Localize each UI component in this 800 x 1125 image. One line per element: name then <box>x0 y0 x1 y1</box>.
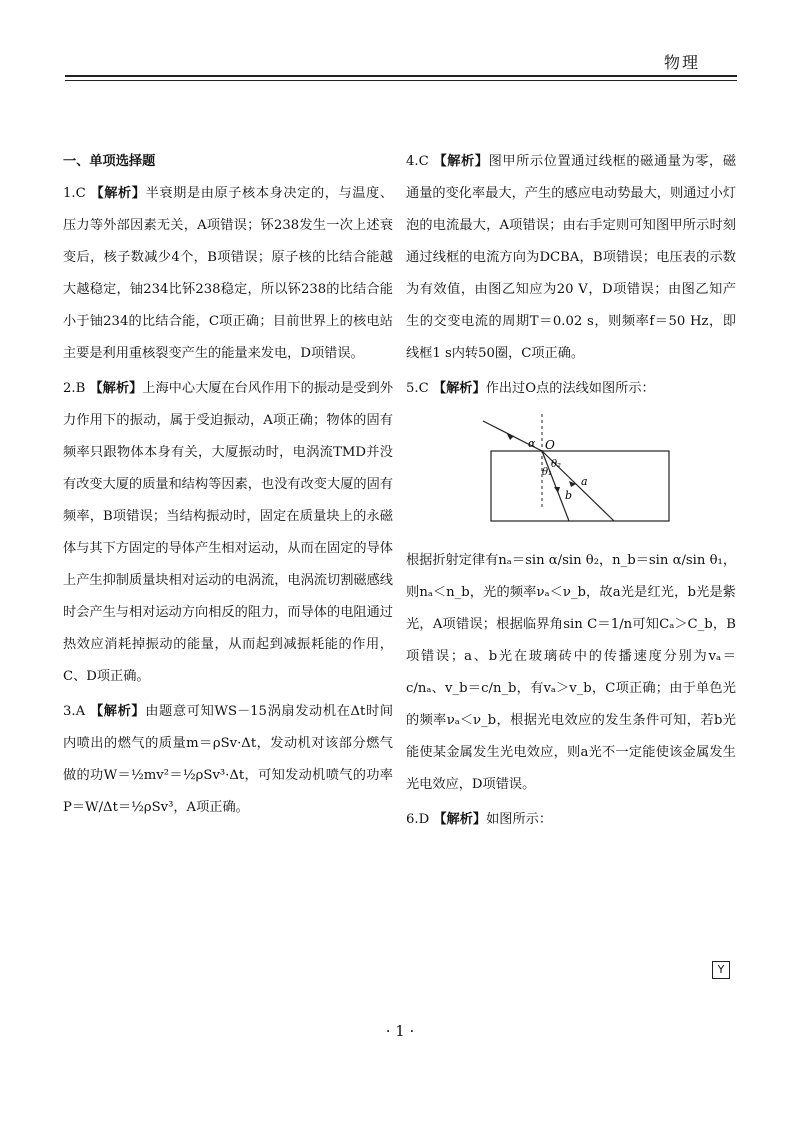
glass-block <box>491 451 669 521</box>
answer-text: 作出过O点的法线如图所示： <box>485 381 655 396</box>
label-theta2: θ₂ <box>551 459 562 470</box>
ray-b-arrow <box>554 487 560 493</box>
answer-text: 图甲所示位置通过线框的磁通量为零，磁通量的变化率最大，产生的感应电动势最大，则通过小灯泡的电流最大，A项错误；由右手定则可知图甲所示时刻通过线框的电流方向为DCBA，B项错误；电压表的示数为有效值，由图乙知应为20 V，D项错误；由图乙知产生的交变电流的周期T＝0.02 s，则频率f＝50 Hz，即线框1 s内转50圈，C项正确。 <box>406 154 737 361</box>
answer-text: 半衰期是由原子核本身决定的，与温度、压力等外部因素无关，A项错误；钚238发生一次上述衰变后，核子数减少4个，B项错误；原子核的比结合能越大越稳定，铀234比钚238稳定，所以钚238的比结合能小于铀234的比结合能，C项正确；目前世界上的核电站主要是利用重核裂变产生的能量来发电，D项错误。 <box>63 186 394 361</box>
answer-5-continued <box>406 545 736 801</box>
label-O: O <box>545 438 555 452</box>
refraction-diagram <box>406 409 736 539</box>
answer-number: 4.C <box>406 154 429 169</box>
section-title: 一、单项选择题 <box>63 154 156 169</box>
header-subject: 物理 <box>664 53 701 72</box>
analysis-tag: 【解析】 <box>90 186 146 201</box>
answer-number: 1.C <box>63 186 86 201</box>
answer-number: 5.C <box>406 381 429 396</box>
answer-number: 3.A <box>63 704 86 719</box>
answer-4 <box>406 146 736 370</box>
refraction-figure <box>406 409 736 539</box>
ray-a-arrow <box>569 481 576 487</box>
answer-text: 上海中心大厦在台风作用下的振动是受到外力作用下的振动，属于受迫振动，A项正确；物体的固有频率只跟物体本身有关，大厦振动时，电涡流TMD并没有改变大厦的质量和结构等因素，也没有改变大厦的固有频率，B项错误；当结构振动时，固定在质量块上的永磁体与其下方固定的导体产生相对运动，从而在固定的导体上产生抑制质量块相对运动的电涡流，电涡流切割磁感线时会产生与相对运动方向相反的阻力，而导体的电阻通过热效应消耗掉振动的能量，从而起到减振耗能的作用，C、D项正确。 <box>63 381 394 684</box>
analysis-tag: 【解析】 <box>433 812 487 827</box>
answer-3 <box>63 696 393 824</box>
answer-text: 由题意可知WS－15涡扇发动机在Δt时间内喷出的燃气的质量m＝ρSv·Δt，发动机对该部分燃气做的功W＝½mv²＝½ρSv³·Δt，可知发动机喷气的功率P＝W/Δt＝½ρSv³，A项正确。 <box>63 704 394 815</box>
analysis-tag: 【解析】 <box>89 704 146 719</box>
answer-1 <box>63 178 393 370</box>
label-b: b <box>565 489 573 502</box>
label-alpha: α <box>528 437 536 450</box>
page-number: · 1 · <box>385 1022 415 1040</box>
label-a: a <box>581 475 588 488</box>
analysis-tag: 【解析】 <box>432 381 486 396</box>
boxed-mark: Y <box>712 961 730 979</box>
answer-text: 如图所示： <box>486 812 553 827</box>
left-column <box>63 146 393 824</box>
answer-number: 2.B <box>63 381 86 396</box>
answer-5 <box>406 373 736 405</box>
answer-number: 6.D <box>406 812 430 827</box>
answer-text: 根据折射定律有nₐ＝sin α/sin θ₂，n_b＝sin α/sin θ₁，则nₐ＜n_b，光的频率νₐ＜ν_b，故a光是红光，b光是紫光，A项错误；根据临界角sin C＝1/n可知Cₐ＞C_b，B项错误；a、b光在玻璃砖中的传播速度分别为vₐ＝c/nₐ、v_b＝c/n_b，有vₐ＞v_b，C项正确；由于单色光的频率νₐ＜ν_b，根据光电效应的发生条件可知，若b光能使某金属发生光电效应，则a光不一定能使该金属发生光电效应，D项错误。 <box>406 553 737 792</box>
header-rule <box>65 75 737 77</box>
label-theta1: θ₁ <box>542 467 553 478</box>
answer-2 <box>63 373 393 693</box>
header-rule-thin <box>65 80 737 81</box>
right-column <box>406 146 736 836</box>
answer-6 <box>406 804 736 836</box>
analysis-tag: 【解析】 <box>433 154 489 169</box>
analysis-tag: 【解析】 <box>89 381 143 396</box>
